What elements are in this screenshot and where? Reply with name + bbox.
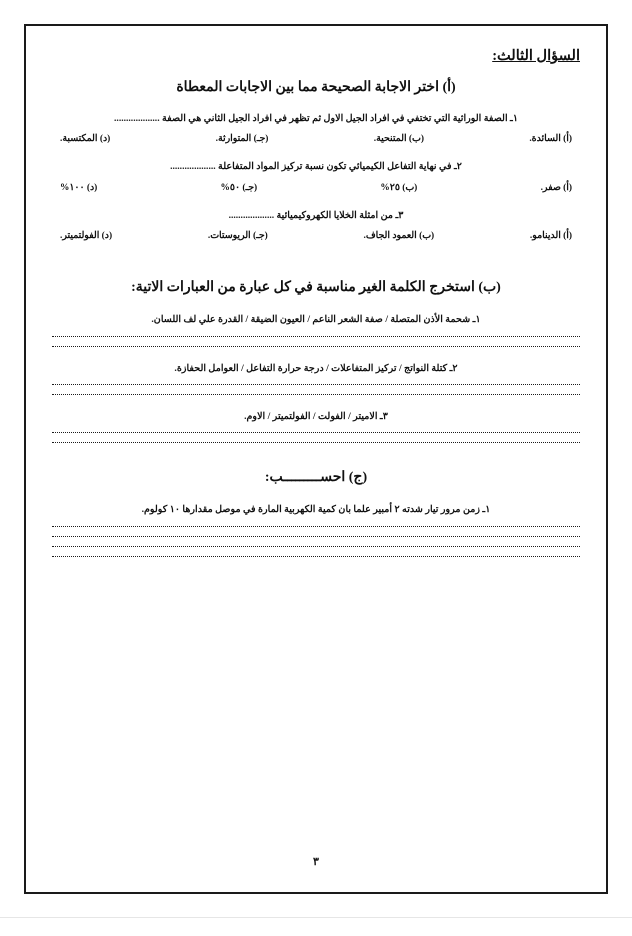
mcq-option-d[interactable]: (د) الفولتميتر. xyxy=(60,231,113,242)
mcq-option-d[interactable]: (د) ١٠٠% xyxy=(60,182,98,193)
mcq-options-row xyxy=(60,230,572,241)
section-heading-part-b: (ب) استخرج الكلمة الغير مناسبة في كل عبارة من العبارات الاتية: xyxy=(131,280,501,296)
page-bottom-margin xyxy=(0,917,632,936)
mcq-option-b[interactable]: (ب) العمود الجاف. xyxy=(363,231,435,242)
odd-one-out-item-3 xyxy=(52,409,580,443)
page-number: ٣ xyxy=(313,856,319,868)
calculation-item-1 xyxy=(52,502,580,556)
answer-line[interactable] xyxy=(52,384,580,385)
mcq-option-c[interactable]: (جـ) الريوستات. xyxy=(207,231,268,242)
mcq-stem: ٣ـ من امثلة الخلايا الكهروكيميائية ................... xyxy=(228,209,404,221)
item-text: ١ـ زمن مرور تيار شدته ٢ أمبير علما بان كمية الكهربية المارة في موصل مقدارها ١٠ كولوم. xyxy=(141,504,491,516)
mcq-item-2 xyxy=(52,160,580,192)
answer-line[interactable] xyxy=(52,442,580,443)
page-title: السؤال الثالث: xyxy=(492,48,580,64)
item-text: ٢ـ كتلة النواتج / تركيز المتفاعلات / درجة حرارة التفاعل / العوامل الحفازة. xyxy=(174,362,458,374)
answer-line[interactable] xyxy=(52,556,580,557)
item-text: ٣ـ الاميتر / الفولت / الفولتميتر / الاوم. xyxy=(244,410,388,422)
paper-sheet xyxy=(10,10,622,908)
mcq-options-row xyxy=(60,182,572,193)
mcq-option-c[interactable]: (جـ) ٥٠% xyxy=(220,182,258,193)
mcq-option-a[interactable]: (أ) السائدة. xyxy=(529,134,572,145)
mcq-stem: ١ـ الصفة الوراثية التي تختفي في افراد الجيل الاول ثم تظهر في افراد الجيل الثاني هي الصفة ................... xyxy=(114,113,518,124)
mcq-item-1 xyxy=(52,112,580,144)
answer-line[interactable] xyxy=(52,536,580,537)
odd-one-out-item-1 xyxy=(52,312,580,346)
answer-line[interactable] xyxy=(52,546,580,547)
page-top-margin xyxy=(0,0,632,10)
page-content xyxy=(26,26,606,892)
mcq-option-d[interactable]: (د) المكتسبة. xyxy=(60,134,111,145)
answer-line[interactable] xyxy=(52,346,580,347)
mcq-option-b[interactable]: (ب) المتنحية. xyxy=(373,134,424,145)
spacer xyxy=(52,257,580,279)
answer-line[interactable] xyxy=(52,336,580,337)
mcq-option-c[interactable]: (جـ) المتوارثة. xyxy=(215,134,269,145)
mcq-option-b[interactable]: (ب) ٢٥% xyxy=(380,182,418,193)
section-heading-part-c: (ج) احســـــــــب: xyxy=(264,470,368,486)
answer-line[interactable] xyxy=(52,526,580,527)
mcq-options-row xyxy=(60,133,572,144)
item-text: ١ـ شحمة الأذن المتصلة / صفة الشعر الناعم / العيون الضيقة / القدرة علي لف اللسان. xyxy=(151,314,481,326)
answer-line[interactable] xyxy=(52,394,580,395)
section-heading-part-a: (أ) اختر الاجابة الصحيحة مما بين الاجابات المعطاة xyxy=(176,80,456,95)
mcq-stem: ٢ـ في نهاية التفاعل الكيميائي تكون نسبة تركيز المواد المتفاعلة ................... xyxy=(170,161,462,173)
spacer xyxy=(52,457,580,469)
page-frame-border xyxy=(24,24,608,894)
mcq-option-a[interactable]: (أ) صفر. xyxy=(540,182,572,193)
mcq-item-3 xyxy=(52,209,580,241)
answer-line[interactable] xyxy=(52,432,580,433)
mcq-option-a[interactable]: (أ) الدينامو. xyxy=(529,231,572,242)
odd-one-out-item-2 xyxy=(52,361,580,395)
